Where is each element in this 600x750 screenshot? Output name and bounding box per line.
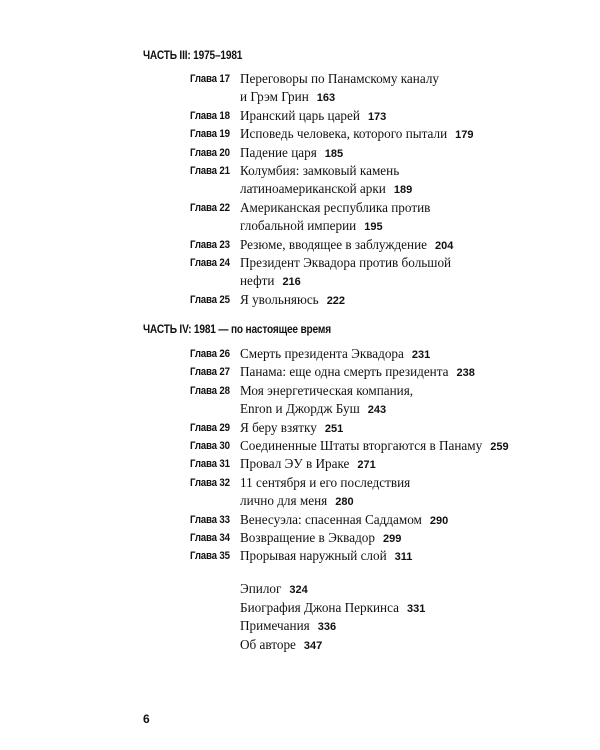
back-matter-title: Эпилог	[240, 581, 282, 596]
chapter-page-number: 238	[456, 367, 475, 380]
chapter-label: Глава 35	[190, 550, 230, 563]
chapter-title-line	[240, 511, 540, 530]
chapter-label: Глава 29	[190, 421, 230, 434]
chapter-title-line	[240, 547, 540, 566]
chapter-title	[240, 474, 540, 512]
chapter-page-number: 259	[490, 441, 509, 453]
chapter-label: Глава 28	[190, 384, 230, 397]
chapter-title-text: Падение царя	[240, 144, 317, 160]
chapter-title	[240, 363, 540, 382]
chapter-title-line	[240, 125, 540, 144]
chapter-title	[240, 144, 540, 163]
back-matter-page-number: 324	[289, 584, 308, 596]
back-matter-line	[240, 580, 308, 599]
chapter-title	[240, 107, 540, 126]
chapter-page-number: 189	[393, 184, 413, 197]
chapter-page-number: 311	[394, 551, 413, 564]
back-matter-page-number: 331	[406, 602, 426, 615]
chapter-title-text: Моя энергетическая компания,	[240, 382, 414, 398]
chapter-title-text: Венесуэла: спасенная Саддамом	[240, 511, 422, 527]
chapter-label: Глава 21	[190, 165, 230, 177]
part-heading: ЧАСТЬ IV: 1981 — по настоящее время	[143, 324, 331, 336]
chapter-title	[240, 70, 540, 108]
chapter-label: Глава 20	[190, 146, 230, 159]
chapter-title-line	[240, 107, 540, 126]
chapter-title-text: 11 сентября и его последствия	[240, 474, 411, 490]
chapter-title-text: Иранский царь царей	[240, 107, 360, 123]
chapter-title-line	[240, 529, 540, 548]
chapter-page-number: 163	[316, 92, 336, 105]
chapter-page-number: 195	[364, 221, 383, 234]
back-matter-line	[240, 636, 322, 655]
chapter-page-number: 290	[429, 514, 449, 527]
chapter-title-text: нефти	[240, 273, 275, 289]
chapter-title-text: глобальной империи	[240, 218, 357, 234]
chapter-title-line	[240, 419, 540, 438]
chapter-title-line	[240, 217, 540, 236]
chapter-title-line	[240, 291, 540, 310]
chapter-page-number: 173	[367, 110, 387, 123]
chapter-title-line	[240, 382, 540, 400]
chapter-label: Глава 34	[190, 532, 230, 544]
chapter-title	[240, 529, 540, 548]
chapter-page-number: 185	[324, 147, 344, 160]
chapter-title	[240, 236, 540, 255]
back-matter-title: Об авторе	[240, 636, 296, 652]
chapter-title-text: Резюме, вводящее в заблуждение	[240, 236, 427, 252]
chapter-label: Глава 22	[190, 201, 230, 214]
page-number: 6	[143, 712, 150, 726]
chapter-title-text: Провал ЭУ в Ираке	[240, 456, 350, 472]
chapter-title-line	[240, 144, 540, 163]
chapter-page-number: 231	[411, 349, 431, 361]
chapter-label: Глава 25	[190, 293, 230, 306]
chapter-title-line	[240, 236, 540, 255]
chapter-title-text: и Грэм Грин	[240, 89, 309, 105]
chapter-page-number: 179	[455, 129, 474, 142]
chapter-label: Глава 17	[190, 73, 230, 85]
chapter-label: Глава 31	[190, 458, 230, 471]
chapter-title	[240, 291, 540, 310]
chapter-title-line	[240, 345, 540, 364]
chapter-page-number: 243	[367, 404, 387, 417]
chapter-title-line	[240, 254, 540, 272]
chapter-title-text: Прорывая наружный слой	[240, 548, 387, 564]
chapter-title-line	[240, 272, 540, 291]
chapter-title	[240, 419, 540, 438]
chapter-label: Глава 30	[190, 440, 230, 452]
chapter-title-line	[240, 88, 540, 107]
chapter-page-number: 216	[282, 276, 301, 289]
chapter-title	[240, 162, 540, 200]
chapter-title-line	[240, 437, 540, 456]
chapter-title-text: Я беру взятку	[240, 419, 317, 435]
chapter-title-text: Возвращение в Эквадор	[240, 530, 375, 545]
back-matter-page-number: 347	[303, 639, 323, 652]
chapter-title-line	[240, 199, 540, 217]
chapter-title	[240, 254, 540, 292]
chapter-title-text: Исповедь человека, которого пытали	[240, 126, 448, 142]
part-heading: ЧАСТЬ III: 1975–1981	[143, 50, 243, 62]
chapter-title	[240, 547, 540, 566]
back-matter-title: Биография Джона Перкинса	[240, 599, 399, 615]
chapter-page-number: 280	[335, 496, 354, 509]
chapter-title-line	[240, 162, 540, 180]
chapter-title-text: Смерть президента Эквадора	[240, 346, 404, 361]
chapter-title	[240, 345, 540, 364]
chapter-title-line	[240, 474, 540, 492]
back-matter-page-number: 336	[317, 621, 337, 633]
chapter-title-text: Я увольняюсь	[240, 291, 319, 307]
chapter-title-line	[240, 400, 540, 419]
chapter-label: Глава 27	[190, 366, 230, 379]
chapter-title	[240, 511, 540, 530]
chapter-title	[240, 125, 540, 144]
chapter-title-text: Американская республика против	[240, 199, 431, 215]
chapter-title	[240, 199, 540, 237]
chapter-page-number: 204	[434, 239, 454, 252]
chapter-page-number: 251	[324, 422, 344, 435]
back-matter-line	[240, 599, 425, 618]
chapter-title-line	[240, 363, 540, 382]
back-matter-line	[240, 617, 336, 636]
chapter-label: Глава 18	[190, 109, 230, 122]
chapter-title-line	[240, 492, 540, 511]
chapter-page-number: 222	[326, 294, 346, 307]
chapter-title	[240, 382, 540, 420]
chapter-page-number: 299	[383, 533, 402, 545]
chapter-title-text: Соединенные Штаты вторгаются в Панаму	[240, 438, 483, 453]
chapter-title-line	[240, 70, 540, 88]
chapter-title-text: Переговоры по Панамскому каналу	[240, 71, 439, 86]
chapter-title-text: Enron и Джордж Буш	[240, 401, 360, 417]
chapter-title-text: Панама: еще одна смерть президента	[240, 364, 449, 380]
chapter-title	[240, 455, 540, 474]
chapter-title-text: Колумбия: замковый камень	[240, 163, 400, 178]
chapter-label: Глава 19	[190, 128, 230, 141]
chapter-label: Глава 33	[190, 513, 230, 526]
chapter-label: Глава 26	[190, 348, 230, 360]
chapter-label: Глава 32	[190, 476, 230, 489]
chapter-page-number: 271	[357, 459, 376, 472]
chapter-label: Глава 23	[190, 238, 230, 251]
chapter-label: Глава 24	[190, 257, 230, 269]
chapter-title	[240, 437, 540, 456]
chapter-title-line	[240, 180, 540, 199]
chapter-title-line	[240, 455, 540, 474]
back-matter-title: Примечания	[240, 618, 310, 633]
chapter-title-text: Президент Эквадора против большой	[240, 255, 452, 270]
chapter-title-text: лично для меня	[240, 493, 328, 509]
chapter-title-text: латиноамериканской арки	[240, 181, 386, 197]
